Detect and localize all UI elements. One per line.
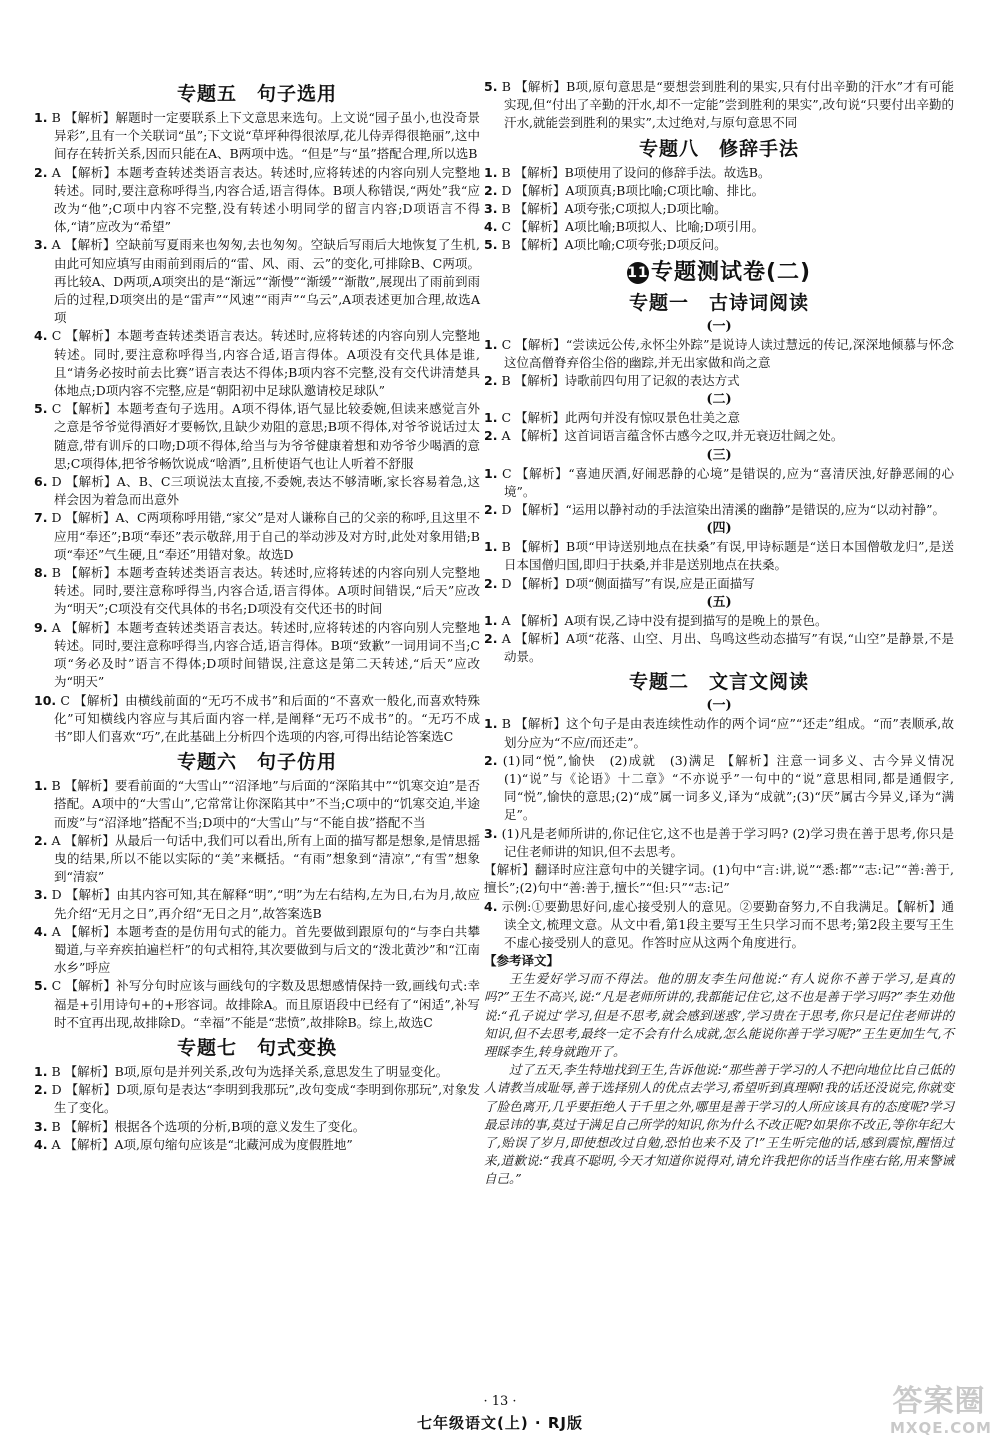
item-text: B 【解析】根据各个选项的分析,B项的意义发生了变化。 (51, 1118, 366, 1134)
answer-item (484, 575, 954, 593)
answer-item (34, 564, 480, 619)
item-text: C 【解析】“喜迪厌酒,好闹恶静的心境”是错误的,应为“喜清厌浊,好静恶闹的心境”。 (501, 465, 954, 499)
item-text: C 【解析】“尝读远公传,永怀尘外踪”是说诗人读过慧远的传记,深深地倾慕与怀念这位高僧脊弃俗尘俗的幽踪,并无出家做和尚之意 (501, 336, 954, 370)
section-heading: 专题六 句子仿用 (176, 751, 337, 774)
item-text: A 【解析】本题考查转述类语言表达。转述时,应将转述的内容向别人完整地转述。同时,要注意称呼得当,内容合适,语言得体。B项人称错误,“两处”我“应改为“他”;C项中内容不完整,没有转述小明同学的留言内容;D项语言不得体,“请”应改为“希望” (51, 164, 480, 235)
item-number: 4. (484, 898, 498, 914)
item-text: D 【解析】D项“侧面描写”有误,应是正面描写 (501, 575, 755, 591)
item-text: A 【解析】本题考查转述类语言表达。转述时,应将转述的内容向别人完整地转述。同时,要注意称呼得当,内容合适,语言得体。B项“致歉”一词用词不当;C项“务必及时”语言不得体;D项时间错误,注意这是第二天转述,“后天”应改为“明天” (51, 619, 480, 690)
answer-item (34, 327, 480, 400)
item-text: B 【解析】要看前面的“大雪山”“沼泽地”与后面的“深陷其中”“饥寒交迫”是否搭配。A项中的“大雪山”,它常常让你深陷其中”不当;C项中的“饥寒交迫,半途而废”与“沼泽地”搭配不当;D项中的“大雪山”与“不能自拔”搭配不当 (51, 778, 480, 830)
watermark-text: 答案圈 (892, 1384, 986, 1419)
translation-paragraph: 王生爱好学习而不得法。他的朋友李生问他说:“有人说你不善于学习,是真的吗?”王生不高兴,说:“凡是老师所讲的,我都能记住它,这不也是善于学习吗?”李生劝他说:“孔子说过‘学习,但是不思考,就会感到迷惑’,学习贵在于思考,你只是记住老师讲的知识,但不去思考,最终一定不会有什么成就,怎么能说你善于学习呢?”王生更加生气,不理睬李生,转身就跑开了。 (484, 971, 954, 1059)
item-text: D 【解析】A、B、C三项说法太直接,不委婉,表达不够清晰,家长容易着急,这样会因为着急而出意外 (51, 474, 480, 508)
item-number: 4. (34, 923, 48, 939)
item-number: 2. (484, 373, 498, 389)
section-heading: 专题一 古诗词阅读 (628, 291, 809, 314)
answer-item (484, 372, 954, 390)
answer-item (34, 1136, 480, 1154)
answer-item (34, 832, 480, 887)
answer-item (484, 501, 954, 519)
answer-item (484, 465, 954, 501)
item-number: 1. (484, 336, 498, 352)
item-number: 3. (484, 825, 498, 841)
answer-item (34, 619, 480, 692)
item-number: 4. (34, 1136, 48, 1152)
item-number: 1. (484, 465, 498, 481)
item-number: 3. (34, 1118, 48, 1134)
answer-item (34, 692, 480, 747)
answer-item (34, 509, 480, 564)
answer-item (484, 182, 954, 200)
item-number: 3. (484, 201, 498, 217)
item-number: 2. (484, 502, 498, 518)
answer-item (484, 218, 954, 236)
item-text: A 【解析】空缺前写夏雨来也匆匆,去也匆匆。空缺后写雨后大地恢复了生机,由此可知应填写由雨前到雨后的“雷、风、雨、云”的变化,可排除B、C两项。再比较A、D两项,A项突出的是“渐远”“渐慢”“渐缓”“渐散”,展现出了雨前到雨后的过程,D项突出的是“雷声”“风速”“雨声”“乌云”,A项表述更加合理,故选A项 (51, 237, 480, 326)
item-text: C 【解析】由横线前面的“无巧不成书”和后面的“不喜欢一般化,而喜欢特殊化”可知横线内容应与其后面内容一样,是阐释“无巧不成书”的。“无巧不成书”即人们喜欢“巧”,在此基础上分析四个选项的内容,可得出结论答案选C (54, 692, 480, 744)
item-text: D 【解析】A项顶真;B项比喻;C项比喻、排比。 (501, 182, 765, 198)
answer-item (484, 164, 954, 182)
item-text: B 【解析】本题考查转述类语言表达。转述时,应将转述的内容向别人完整地转述。同时,要注意称呼得当,内容合适,语言得体。A项时间错误,“后天”应改为“明天”;C项没有交代具体的书名;D项没有交代还书的时间 (51, 565, 480, 617)
translation-paragraph: 过了五天,李生特地找到王生,告诉他说:“那些善于学习的人不把向地位比自己低的人请教当成耻辱,善于选择别人的优点去学习,希望听到真理啊!我的话还没说完,你就变了脸色离开,几乎要拒绝人于千里之外,哪里是善于学习的人所应该具有的态度呢?学习最忌讳的事,莫过于满足自己所学的知识,你为什么不改正呢?如果你不改正,等你年纪大了,贻误了岁月,即使想改过自勉,恐怕也来不及了!”王生听完他的话,感到震惊,醒悟过来,道歉说:“我真不聪明,今天才知道你说得对,请允许我把你的话当作座右铭,用来警诫自己。” (484, 1062, 954, 1187)
answer-item (484, 715, 954, 751)
answer-item (484, 612, 954, 630)
answer-item (34, 400, 480, 473)
right-column (484, 78, 967, 1189)
sub-section-number: (一) (706, 698, 732, 714)
left-column (34, 78, 480, 1154)
item-text: B 【解析】B项,原句意思是“要想尝到胜利的果实,只有付出辛勤的汗水”才有可能实现,但“付出了辛勤的汗水,却不一定能”尝到胜利的果实”,改句说“只要付出辛勤的汗水,就能尝到胜利的果实”,太过绝对,与原句意思不同 (501, 79, 954, 131)
item-text: D 【解析】“运用以静衬动的手法渲染出清溪的幽静”是错误的,应为“以动衬静”。 (501, 502, 945, 518)
answer-item (484, 630, 954, 666)
answer-item (484, 752, 967, 825)
item-number: 2. (484, 182, 498, 198)
item-number: 5. (484, 237, 498, 253)
item-number: 4. (34, 328, 48, 344)
answer-item (34, 886, 480, 922)
sub-section-number: (二) (706, 392, 732, 408)
item-text: A 【解析】从最后一句话中,我们可以看出,所有上面的描写都是想象,是情思摇曳的结果,所以不能以实际的“美”来概括。“有雨”想象到“清凉”,“有雪”想象到“清寂” (51, 832, 480, 885)
item-text: A 【解析】本题考查的是仿用句式的能力。首先要做到跟原句的“与李白共攀蜀道,与辛弃疾拍遍栏杆”的句式相符,其次要做到与后文的“泼北黄沙”和“江南水乡”呼应 (51, 923, 480, 976)
number-badge: 11 (627, 262, 649, 284)
item-text: C 【解析】本题考查转述类语言表达。转述时,应将转述的内容向别人完整地转述。同时,要注意称呼得当,内容合适,语言得体。A项没有交代具体是谁,且“请务必按时前去比赛”语言表达不得体;B项内容不完整,没有交代讲清楚具体地点;D项内容不完整,应是“朝阳初中足球队邀请校足球队” (51, 328, 481, 399)
item-number: 5. (34, 978, 48, 994)
item-number: 2. (484, 428, 498, 444)
answer-item (34, 977, 480, 1032)
item-text: B 【解析】解题时一定要联系上下文意思来选句。上文说“园子虽小,也没奇景异彩”,且有一个关联词“虽”;下文说“草坪种得很浓厚,花儿侍弄得很艳丽”,这中间存在转折关系,因而只能在A、B两项中选。“但是”与“虽”搭配合理,所以选B (51, 110, 480, 162)
item-number: 2. (34, 164, 48, 180)
item-number: 8. (34, 565, 48, 581)
page-number: · 13 · (483, 1394, 517, 1409)
answer-item (34, 236, 480, 327)
answer-item (484, 336, 954, 372)
item-text: (1)凡是老师所讲的,你记住它,这不也是善于学习吗? (2)学习贵在善于思考,你只是记住老师讲的知识,但不去思考。 (501, 825, 954, 859)
answer-item (484, 427, 954, 445)
item-number: 2. (484, 575, 498, 591)
item-number: 1. (484, 410, 498, 426)
item-number: 2. (34, 832, 48, 848)
answer-item (34, 777, 480, 832)
item-text: A 【解析】A项,原句缩句应该是“北藏河成为度假胜地” (51, 1136, 353, 1152)
section-heading: 专题八 修辞手法 (638, 137, 799, 160)
test-paper-title (484, 259, 954, 287)
reference-translation-heading: 【参考译文】 (484, 953, 560, 969)
item-text: C 【解析】此两句并没有惊叹景色壮美之意 (501, 410, 740, 426)
section-heading: 专题五 句子选用 (176, 83, 337, 105)
item-number: 3. (34, 887, 48, 903)
item-number: 5. (34, 401, 48, 417)
item-number: 7. (34, 510, 48, 526)
answer-item (484, 409, 954, 427)
item-number: 6. (34, 474, 48, 490)
item-number: 1. (34, 1063, 48, 1079)
answer-item (484, 538, 954, 574)
sub-section-number: (一) (706, 318, 732, 334)
item-text: C 【解析】A项比喻;B项拟人、比喻;D项引用。 (501, 219, 765, 235)
item-text: D 【解析】A、C两项称呼用错,“家父”是对人谦称自己的父亲的称呼,且这里不应用“奉还”;B项“奉还”表示敬辞,用于自己的举动涉及对方时,此处对象用错;B项“奉还”气生硬,且“奉还”用错对象。故选D (51, 510, 480, 562)
item-number: 2. (484, 631, 498, 647)
item-text: B 【解析】这个句子是由表连续性动作的两个词“应”“还走”组成。“而”表顺承,故划分应为“不应/而还走”。 (501, 716, 954, 750)
watermark-logo (890, 1384, 992, 1443)
answer-item (34, 1063, 480, 1081)
item-text: 示例:①要勤思好问,虚心接受别人的意见。②要勤奋努力,不自我满足。【解析】通读全文,梳理文意。从文中看,第1段主要写王生只学习而不思考;第2段主要写王生不虚心接受别人的意见。作答时应从这两个角度进行。 (501, 898, 954, 950)
item-text: A 【解析】这首词语言蕴含怀古感今之叹,并无衰迈壮阔之处。 (501, 428, 844, 444)
item-number: 10. (34, 692, 57, 708)
item-text: (1)同“悦”,愉快 (2)成就 (3)满足 【解析】注意一词多义、古今异义情况 (1)“说”与《论语》十二章》“不亦说乎”一句中的“说”意思相同,都是通假字,同“悦”,愉快的意思;(2)“成”属一词多义,译为“成就”;(3)“厌”属古今异义,译为“满足”。 (502, 752, 967, 823)
section-heading: 专题二 文言文阅读 (628, 671, 809, 694)
item-number: 1. (34, 110, 48, 125)
item-text: B 【解析】B项使用了设问的修辞手法。故选B。 (501, 164, 771, 180)
answer-item (34, 1081, 480, 1117)
item-number: 1. (484, 539, 498, 555)
item-number: 5. (484, 79, 498, 94)
item-number: 2. (34, 1082, 48, 1098)
sub-section-number: (五) (706, 594, 732, 610)
item-text: C 【解析】本题考查句子选用。A项不得体,语气显比较委婉,但读来感觉言外之意是爷爷觉得酒好才要畅饮,且缺少劝阻的意思;B项不得体,对爷爷说话过太随意,带有训斥的口吻;D项不得体,给当与为爷爷健康着想和劝爷爷少喝酒的意思;C项得体,把爷爷畅饮说成“啥酒”,且析使语气也让人听着不舒服 (51, 401, 480, 471)
item-text: B 【解析】B项,原句是并列关系,改句为选择关系,意思发生了明显变化。 (51, 1063, 449, 1079)
answer-item (484, 825, 954, 861)
item-number: 1. (34, 778, 48, 794)
item-number: 1. (484, 716, 498, 732)
item-number: 4. (484, 219, 498, 235)
item-text: B 【解析】A项比喻;C项夸张;D项反问。 (501, 237, 727, 253)
footer-title: 七年级语文(上) · RJ版 (417, 1414, 583, 1432)
item-text: C 【解析】补写分句时应该与画线句的字数及思想感情保持一致,画线句式:幸福是+引用诗句+的+形容词。故排除A。而且原语段中已经有了“闲适”,补写时不宜再出现,故排除D。“幸福”不能是“悲愤”,故排除B。综上,故选C (51, 978, 480, 1030)
item-number: 1. (484, 164, 498, 180)
analysis-paragraph: 【解析】翻译时应注意句中的关键字词。(1)句中“言:讲,说”“悉:都”“志:记”“善:善于,擅长”;(2)句中“善:善于,擅长”“但:只”“志:记” (484, 862, 954, 896)
item-text: A 【解析】A项有误,乙诗中没有提到描写的是晚上的景色。 (501, 612, 828, 628)
answer-item (34, 473, 480, 509)
watermark-url: MXQE.COM (890, 1419, 992, 1437)
answer-item (34, 164, 480, 237)
item-number: 1. (484, 612, 498, 628)
item-number: 3. (34, 237, 48, 253)
section-heading: 专题七 句式变换 (176, 1036, 337, 1059)
answer-item (34, 923, 480, 978)
test-paper-title-text: 专题测试卷(二) (650, 259, 812, 285)
item-number: 9. (34, 619, 48, 635)
sub-section-number: (三) (706, 447, 732, 463)
answer-item (484, 236, 954, 254)
answer-item (484, 78, 954, 133)
answer-item (484, 200, 954, 218)
answer-item (34, 109, 480, 164)
item-text: B 【解析】B项“甲诗送别地点在扶桑”有误,甲诗标题是“送日本国僧敬龙归”,是送日本国僧归国,即归于扶桑,并非是送别地点在扶桑。 (501, 539, 954, 573)
item-text: B 【解析】A项夸张;C项拟人;D项比喻。 (501, 201, 727, 217)
item-number: 2. (484, 752, 498, 768)
item-text: A 【解析】A项“花落、山空、月出、鸟鸣这些动态描写”有误,“山空”是静景,不是动景。 (501, 631, 954, 665)
sub-section-number: (四) (706, 521, 732, 537)
item-text: B 【解析】诗歌前四句用了记叙的表达方式 (501, 373, 740, 389)
item-text: D 【解析】D项,原句是表达“李明到我那玩”,改句变成“李明到你那玩”,对象发生了变化。 (51, 1082, 480, 1116)
item-text: D 【解析】由其内容可知,其在解释“明”,“明”为左右结构,左为日,右为月,故应先介绍“无月之日”,再介绍“无日之月”,故答案选B (51, 887, 480, 921)
answer-item (484, 898, 954, 953)
answer-item (34, 1118, 480, 1136)
